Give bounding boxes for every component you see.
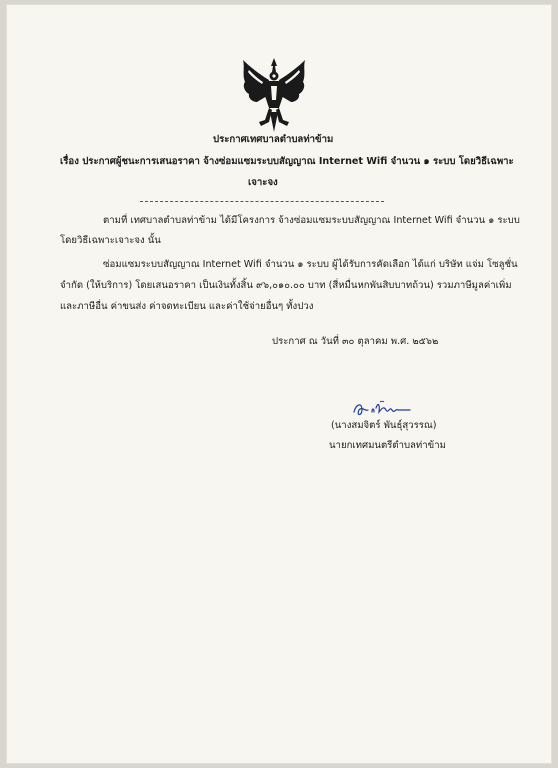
signer-title: นายกเทศมนตรีตำบลท่าข้าม (329, 440, 446, 451)
garuda-emblem-icon (239, 56, 309, 134)
separator-line (140, 201, 384, 202)
signer-name: (นางสมจิตร์ พันธุ์สุวรรณ) (331, 420, 437, 431)
paragraph-2-line-2: จำกัด (ให้บริการ) โดยเสนอราคา เป็นเงินทั้งสิ้น ๙๖,๐๑๐.๐๐ บาท (สี่หมื่นหกพันสิบบาทถ้วน) รวมภาษีมูลค่าเพิ่ม (60, 280, 512, 291)
document-page (6, 4, 552, 764)
document-title: ประกาศเทศบาลตำบลท่าข้าม (213, 134, 334, 145)
paragraph-2-line-3: และภาษีอื่น ค่าขนส่ง ค่าจดทะเบียน และค่าใช้จ่ายอื่นๆ ทั้งปวง (60, 301, 314, 312)
announcement-date: ประกาศ ณ วันที่ ๓๐ ตุลาคม พ.ศ. ๒๕๖๒ (272, 336, 439, 347)
paragraph-1-line-1: ตามที่ เทศบาลตำบลท่าข้าม ได้มีโครงการ จ้างซ่อมแซมระบบสัญญาณ Internet Wifi จำนวน ๑ ระบบ (103, 215, 520, 226)
subject-line: เรื่อง ประกาศผู้ชนะการเสนอราคา จ้างซ่อมแซมระบบสัญญาณ Internet Wifi จำนวน ๑ ระบบ โดยวิธีเฉพาะ (60, 156, 514, 167)
subject-line-continuation: เจาะจง (248, 177, 278, 188)
paragraph-1-line-2: โดยวิธีเฉพาะเจาะจง นั้น (60, 235, 161, 246)
paragraph-2-line-1: ซ่อมแซมระบบสัญญาณ Internet Wifi จำนวน ๑ ระบบ ผู้ได้รับการคัดเลือก ได้แก่ บริษัท แจ่ม โซลูชั่น (103, 259, 518, 270)
handwritten-signature (350, 398, 416, 420)
